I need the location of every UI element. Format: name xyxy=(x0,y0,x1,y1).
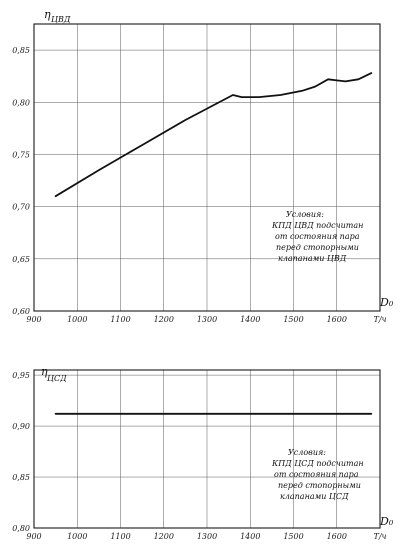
bottom-y-tick-labels xyxy=(12,371,30,533)
top-note-line: от состояния пара xyxy=(275,232,360,241)
y-tick-label: 0,85 xyxy=(12,473,30,483)
chart-bottom xyxy=(12,365,394,541)
top-note-line: перед стопорными xyxy=(276,243,359,252)
bottom-note-line: Условия: xyxy=(288,448,326,457)
top-note-line: Условия: xyxy=(286,210,324,219)
bottom-grid xyxy=(34,370,380,528)
top-note-line: КПД ЦВД подсчитан xyxy=(272,221,364,230)
x-tick-label: 1400 xyxy=(240,532,261,541)
x-tick-label: 1200 xyxy=(153,532,174,541)
bottom-x-tick-labels xyxy=(26,532,386,541)
x-tick-label: Т/ч xyxy=(373,315,387,324)
y-tick-label: 0,90 xyxy=(12,422,30,432)
top-x-tick-labels xyxy=(26,315,386,324)
top-y-tick-labels xyxy=(12,46,30,316)
bottom-x-axis-label: D₀ xyxy=(380,515,394,528)
x-tick-label: 1300 xyxy=(196,315,218,324)
top-y-axis-sublabel: ЦВД xyxy=(51,15,71,24)
top-note-line: клапанами ЦВД xyxy=(278,254,347,263)
x-tick-label: 1500 xyxy=(283,315,304,324)
top-x-axis-label: D₀ xyxy=(380,296,394,309)
x-tick-label: 1000 xyxy=(67,315,88,324)
chart-top xyxy=(12,8,394,324)
x-tick-label: 1100 xyxy=(110,532,131,541)
x-tick-label: 1400 xyxy=(240,315,261,324)
x-tick-label: Т/ч xyxy=(373,532,387,541)
x-tick-label: 900 xyxy=(26,532,42,541)
series-line xyxy=(56,73,372,196)
x-tick-label: 1000 xyxy=(67,532,88,541)
bottom-note-line: КПД ЦСД подсчитан xyxy=(272,459,364,468)
y-tick-label: 0,65 xyxy=(12,254,30,264)
x-tick-label: 1500 xyxy=(283,532,304,541)
x-tick-label: 900 xyxy=(26,315,42,324)
x-tick-label: 1600 xyxy=(326,532,347,541)
bottom-note-line: клапанами ЦСД xyxy=(280,492,349,501)
bottom-note-line: от состояния пара xyxy=(274,470,359,479)
bottom-y-axis-sublabel: ЦСД xyxy=(47,374,67,383)
y-tick-label: 0,70 xyxy=(12,202,30,212)
top-conditions-note xyxy=(271,210,363,263)
top-y-axis-label: η xyxy=(44,8,51,21)
x-tick-label: 1300 xyxy=(196,532,218,541)
top-series-layer xyxy=(56,73,372,196)
y-tick-label: 0,95 xyxy=(12,371,30,381)
x-tick-label: 1100 xyxy=(110,315,131,324)
x-tick-label: 1600 xyxy=(326,315,347,324)
y-tick-label: 0,75 xyxy=(12,150,30,160)
top-grid xyxy=(34,24,380,311)
y-tick-label: 0,85 xyxy=(12,46,30,56)
x-tick-label: 1200 xyxy=(153,315,174,324)
y-tick-label: 0,80 xyxy=(12,524,30,533)
bottom-note-line: перед стопорными xyxy=(278,481,361,490)
bottom-y-axis-label: η xyxy=(41,365,48,378)
bottom-conditions-note xyxy=(271,448,364,501)
y-tick-label: 0,60 xyxy=(12,307,30,316)
y-tick-label: 0,80 xyxy=(12,98,30,108)
